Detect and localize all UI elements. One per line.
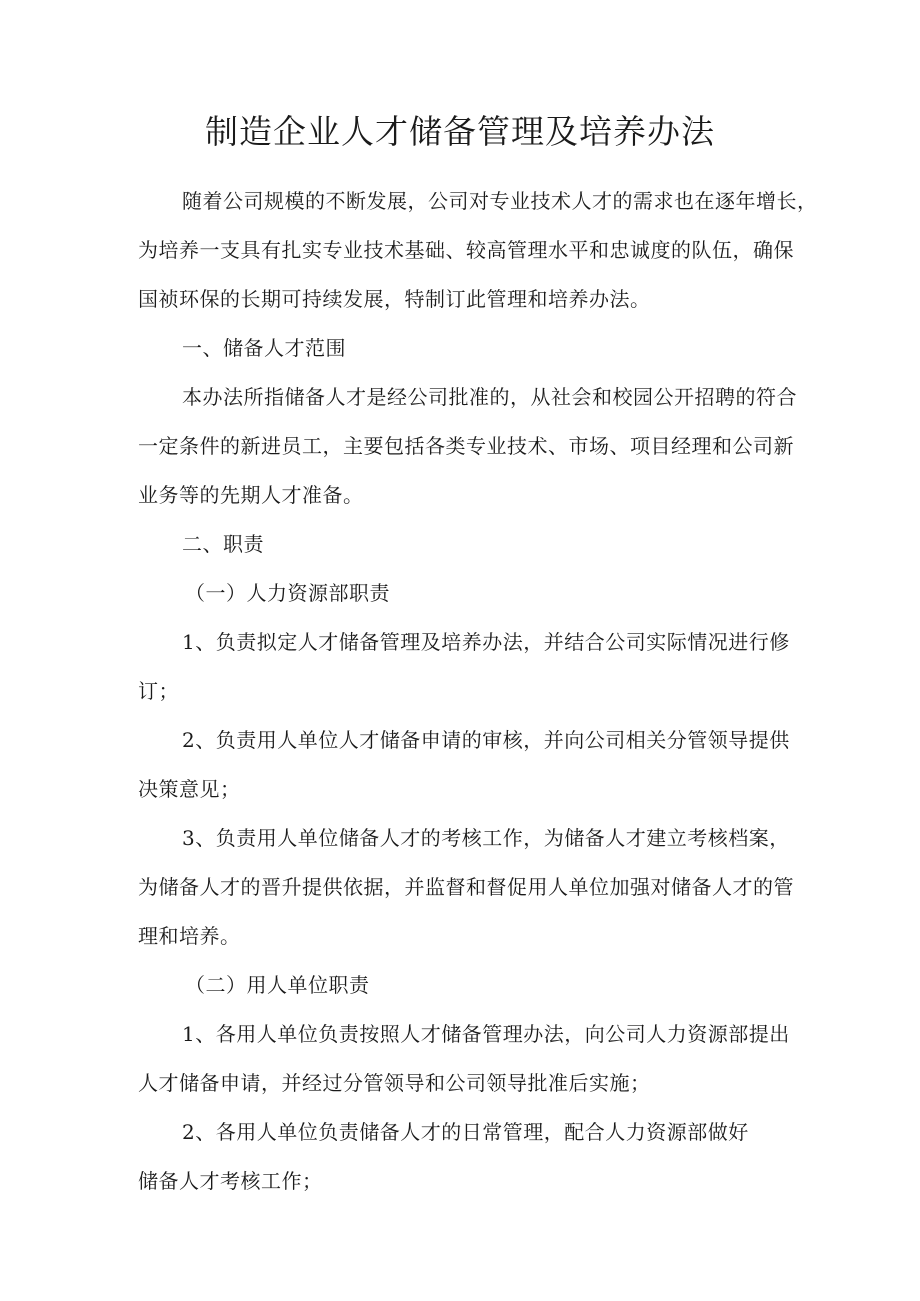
hr-item-2-line-1: 2、负责用人单位人才储备申请的审核，并向公司相关分管领导提供 xyxy=(182,728,790,752)
hr-item-2-line-2: 决策意见； xyxy=(138,777,241,801)
scope-line-2: 一定条件的新进员工，主要包括各类专业技术、市场、项目经理和公司新 xyxy=(138,434,794,458)
subsection-heading-units: （二）用人单位职责 xyxy=(185,973,370,997)
unit-item-2-line-1: 2、各用人单位负责储备人才的日常管理，配合人力资源部做好 xyxy=(182,1120,749,1144)
unit-item-2-line-2: 储备人才考核工作； xyxy=(138,1169,323,1193)
unit-item-1-line-1: 1、各用人单位负责按照人才储备管理办法，向公司人力资源部提出 xyxy=(182,1022,790,1046)
hr-item-1-line-2: 订； xyxy=(138,679,179,703)
document-title: 制造企业人才储备管理及培养办法 xyxy=(205,112,715,151)
hr-item-3-line-1: 3、负责用人单位储备人才的考核工作，为储备人才建立考核档案， xyxy=(182,826,790,850)
section-heading-duties: 二、职责 xyxy=(182,532,264,556)
intro-line-2: 为培养一支具有扎实专业技术基础、较高管理水平和忠诚度的队伍，确保 xyxy=(138,238,794,262)
hr-item-3-line-2: 为储备人才的晋升提供依据，并监督和督促用人单位加强对储备人才的管 xyxy=(138,875,794,899)
subsection-heading-hr: （一）人力资源部职责 xyxy=(185,581,390,605)
hr-item-1-line-1: 1、负责拟定人才储备管理及培养办法，并结合公司实际情况进行修 xyxy=(182,630,790,654)
hr-item-3-line-3: 理和培养。 xyxy=(138,924,241,948)
intro-line-1: 随着公司规模的不断发展，公司对专业技术人才的需求也在逐年增长， xyxy=(182,189,818,213)
scope-line-3: 业务等的先期人才准备。 xyxy=(138,483,364,507)
intro-line-3: 国祯环保的长期可持续发展，特制订此管理和培养办法。 xyxy=(138,287,651,311)
unit-item-1-line-2: 人才储备申请，并经过分管领导和公司领导批准后实施； xyxy=(138,1071,651,1095)
section-heading-scope: 一、储备人才范围 xyxy=(182,336,346,360)
scope-line-1: 本办法所指储备人才是经公司批准的，从社会和校园公开招聘的符合 xyxy=(182,385,797,409)
